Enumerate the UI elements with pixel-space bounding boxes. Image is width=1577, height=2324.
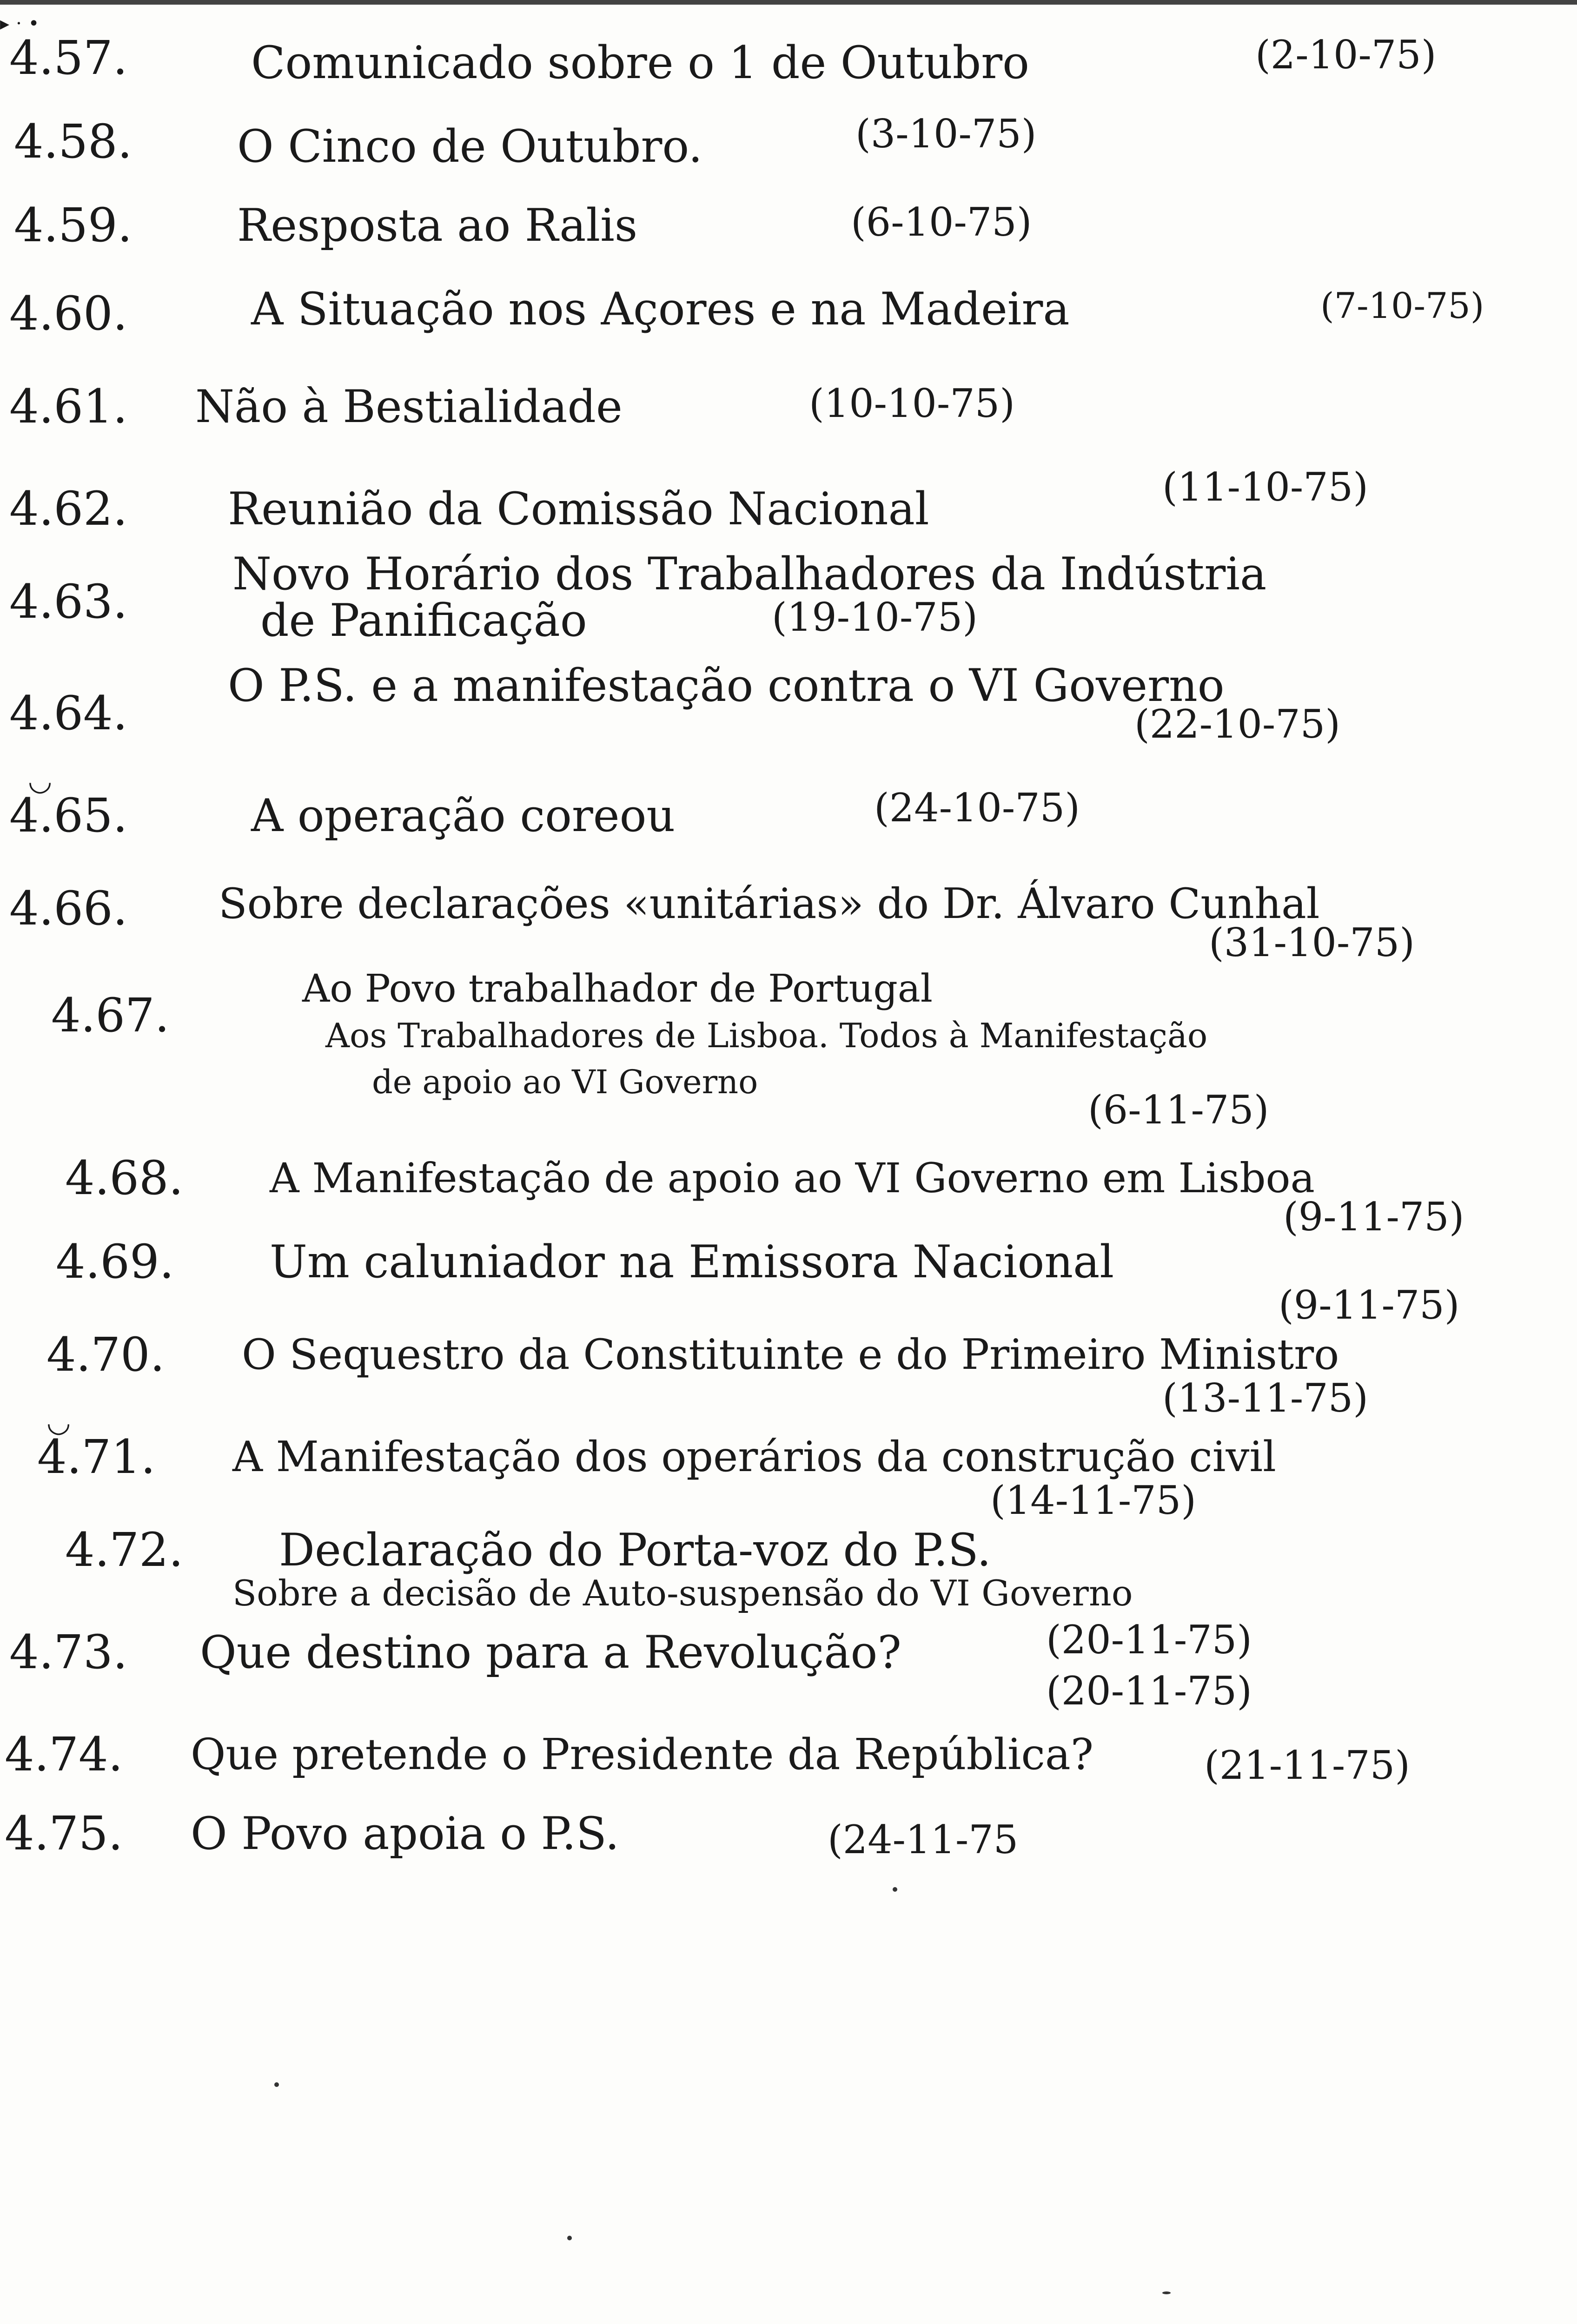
item-number: 4.59. bbox=[14, 198, 133, 252]
item-date: (13-11-75) bbox=[1162, 1375, 1368, 1421]
item-date: (21-11-75) bbox=[1204, 1743, 1410, 1788]
item-number: 4.74. bbox=[5, 1727, 123, 1782]
item-number: 4.65. bbox=[9, 788, 128, 843]
list-item bbox=[0, 548, 1577, 660]
item-number: 4.67. bbox=[51, 988, 170, 1043]
item-number: 4.64. bbox=[9, 686, 128, 740]
list-item bbox=[0, 33, 1577, 98]
item-title-cont: de Panificação bbox=[260, 594, 587, 647]
item-date: (6-10-75) bbox=[851, 199, 1032, 245]
list-item bbox=[0, 111, 1577, 181]
item-date: (9-11-75) bbox=[1283, 1194, 1464, 1240]
list-item bbox=[0, 1329, 1577, 1422]
item-date: (11-10-75) bbox=[1162, 464, 1368, 510]
item-title: A operação coreou bbox=[251, 790, 676, 842]
item-number: 4.58. bbox=[14, 114, 133, 169]
list-item bbox=[0, 660, 1577, 772]
item-title: O Sequestro da Constituinte e do Primeiro Ministro bbox=[242, 1330, 1339, 1379]
item-title-cont: Sobre a decisão de Auto-suspensão do VI Governo bbox=[232, 1572, 1133, 1614]
item-title: A Manifestação dos operários da construção civil bbox=[232, 1433, 1276, 1481]
item-number: 4.73. bbox=[9, 1625, 128, 1679]
item-title: Não à Bestialidade bbox=[195, 381, 623, 433]
item-number: 4.71. bbox=[37, 1430, 156, 1484]
list-item bbox=[0, 376, 1577, 442]
list-item bbox=[0, 284, 1577, 349]
item-number: 4.70. bbox=[46, 1327, 165, 1382]
item-title: Declaração do Porta-voz do P.S. bbox=[279, 1524, 991, 1576]
item-title: Ao Povo trabalhador de Portugal bbox=[302, 967, 933, 1011]
list-item bbox=[0, 1525, 1577, 1627]
item-date: (24-11-75 bbox=[828, 1817, 1019, 1862]
item-date: (2-10-75) bbox=[1255, 32, 1437, 78]
item-number: 4.62. bbox=[9, 482, 128, 536]
list-item bbox=[0, 1236, 1577, 1329]
scan-speck bbox=[893, 1887, 897, 1892]
check-mark-icon: ◡ bbox=[46, 1406, 71, 1439]
item-date: (24-10-75) bbox=[874, 785, 1080, 831]
list-item bbox=[0, 1617, 1577, 1714]
item-date: (3-10-75) bbox=[855, 111, 1037, 157]
item-date: (7-10-75) bbox=[1320, 285, 1484, 326]
item-number: 4.66. bbox=[9, 881, 128, 936]
item-date: (14-11-75) bbox=[990, 1478, 1196, 1523]
list-item bbox=[0, 765, 1577, 851]
list-item bbox=[0, 1724, 1577, 1808]
item-title: Resposta ao Ralis bbox=[237, 199, 638, 251]
item-number: 4.69. bbox=[56, 1235, 174, 1289]
list-item bbox=[0, 1803, 1577, 1878]
item-title: O Povo apoia o P.S. bbox=[191, 1808, 620, 1860]
list-item bbox=[0, 195, 1577, 260]
list-item bbox=[0, 962, 1577, 1139]
item-number: 4.68. bbox=[65, 1151, 184, 1205]
item-title: Sobre declarações «unitárias» do Dr. Álvaro Cunhal bbox=[219, 879, 1320, 928]
item-date: (22-10-75) bbox=[1134, 701, 1340, 747]
item-number: 4.60. bbox=[9, 286, 128, 341]
item-date: (6-11-75) bbox=[1088, 1087, 1269, 1133]
item-number: 4.72. bbox=[65, 1523, 184, 1577]
item-title: Que pretende o Presidente da República? bbox=[191, 1730, 1094, 1779]
item-number: 4.75. bbox=[5, 1806, 123, 1861]
item-title-cont: de apoio ao VI Governo bbox=[372, 1063, 758, 1101]
item-title: Que destino para a Revolução? bbox=[200, 1626, 901, 1678]
scan-speck bbox=[1162, 2291, 1171, 2294]
item-date: (10-10-75) bbox=[809, 381, 1015, 426]
item-date: (20-11-75) bbox=[1046, 1668, 1252, 1714]
scan-speck bbox=[567, 2236, 572, 2240]
item-title: O Cinco de Outubro. bbox=[237, 120, 702, 172]
scan-speck bbox=[274, 2082, 279, 2087]
item-date: (31-10-75) bbox=[1209, 920, 1415, 965]
item-date: (9-11-75) bbox=[1279, 1282, 1460, 1328]
item-title: Novo Horário dos Trabalhadores da Indústria bbox=[232, 548, 1267, 600]
list-item bbox=[0, 874, 1577, 971]
list-item bbox=[0, 1148, 1577, 1241]
top-edge-rule bbox=[0, 0, 1577, 5]
item-number: 4.57. bbox=[9, 31, 128, 85]
list-item bbox=[0, 464, 1577, 536]
item-number: 4.63. bbox=[9, 574, 128, 629]
item-title-cont: Aos Trabalhadores de Lisboa. Todos à Manifestação bbox=[325, 1016, 1208, 1055]
item-date: (20-11-75) bbox=[1046, 1617, 1252, 1663]
item-title: Um caluniador na Emissora Nacional bbox=[270, 1236, 1114, 1288]
item-title: A Situação nos Açores e na Madeira bbox=[251, 283, 1070, 335]
item-date: (19-10-75) bbox=[772, 594, 978, 640]
corner-mark: ▸·• bbox=[0, 13, 46, 34]
list-item bbox=[0, 1406, 1577, 1523]
item-title: A Manifestação de apoio ao VI Governo em Lisboa bbox=[270, 1154, 1315, 1202]
item-title: O P.S. e a manifestação contra o VI Governo bbox=[228, 660, 1225, 712]
item-title: Reunião da Comissão Nacional bbox=[228, 483, 929, 535]
item-title: Comunicado sobre o 1 de Outubro bbox=[251, 37, 1029, 89]
item-number: 4.61. bbox=[9, 379, 128, 434]
check-mark-icon: ◡ bbox=[28, 765, 53, 797]
